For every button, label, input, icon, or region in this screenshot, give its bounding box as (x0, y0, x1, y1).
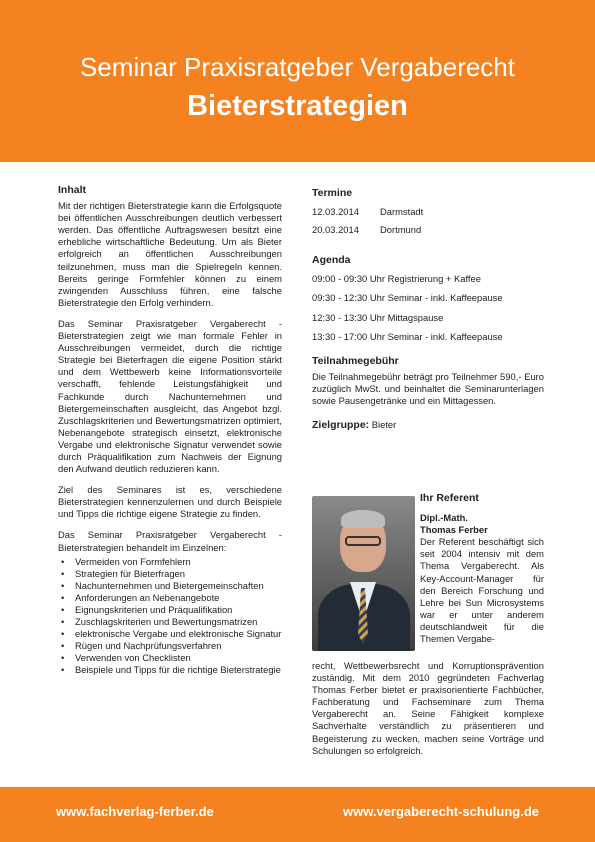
agenda-item: 13:30 - 17:00 Uhr Seminar - inkl. Kaffeepause (312, 330, 503, 342)
zielgruppe-value: Bieter (371, 419, 397, 431)
referent-side (420, 492, 544, 645)
zielgruppe-label: Zielgruppe: (312, 419, 370, 432)
inhalt-paragraph-2: Das Seminar Praxisratgeber Vergaberecht - Bieterstrategien zeigt wie man formale Fehler in Ausschreibungen vermeidet, durch die richtige Strategie bei Bieterfragen die eigene Position stärkt und dem Wettbewerb keine Informationsvorteile verschafft, fehlende Leistungsfähigkeit und Fachkunde durch Nachunternehmen und Bietergemeinschaften ausgleicht, das Angebot bzgl. Zuschlagskriterien und Bewertungsmatrizen optimiert, Nebenangebote strategisch einsetzt, elektronische Vergabe und elektronische Signatur verwendet sowie durch Präqualifikation zum Nachweis der Eignung den Aufwand deutlich reduzieren kann. (58, 317, 282, 475)
inhalt-section (58, 184, 282, 677)
list-item: • Nachunternehmen und Bietergemeinschaften (58, 580, 282, 592)
agenda-heading: Agenda (312, 254, 351, 267)
info-column (312, 187, 544, 431)
termine-city: Darmstadt (380, 206, 424, 218)
topic-list (58, 556, 282, 677)
agenda-item: 09:00 - 09:30 Uhr Registrierung + Kaffee (312, 273, 481, 285)
gebuehr-heading: Teilnahmegebühr (312, 354, 399, 367)
inhalt-paragraph-3: Ziel des Seminares ist es, verschiedene Bieterstrategien kennenzulernen und durch Beispiele und Tipps die richtige eigene Strategie zu finden. (58, 484, 282, 520)
footer-link-right[interactable]: www.vergaberecht-schulung.de (342, 804, 539, 819)
zielgruppe (312, 419, 544, 431)
referent-title: Dipl.-Math. (420, 512, 468, 524)
termine-row (312, 206, 544, 218)
page-title-line2: Bieterstrategien (187, 90, 408, 122)
header-banner (0, 0, 595, 162)
termine-date: 12.03.2014 (312, 206, 359, 218)
footer-banner (0, 787, 595, 842)
termine-heading: Termine (312, 187, 353, 199)
agenda-section (312, 254, 544, 342)
termine-date: 20.03.2014 (312, 224, 359, 236)
termine-city: Dortmund (380, 224, 422, 236)
list-item: • Beispiele und Tipps für die richtige Bieterstrategie (58, 664, 282, 676)
termine-section (312, 187, 544, 236)
list-item: • Verwenden von Checklisten (58, 652, 282, 664)
inhalt-heading: Inhalt (58, 184, 86, 196)
inhalt-paragraph-1: Mit der richtigen Bieterstrategie kann die Erfolgsquote bei öffentlichen Ausschreibungen deutlich verbessert werden. Das öffentliche Auftragswesen besitzt eine erhebliche wirtschaftliche Bedeutung. Um als Bieter erfolgreich an öffentlichen Ausschreibungen teilzunehmen, muss man die Spielregeln kennen. Bereits geringe Formfehler können zu einem zwingenden Ausschluss führen, eine falsche Bieterstrategie den Erfolg verhindern. (58, 200, 282, 308)
list-item: • Vermeiden von Formfehlern (58, 556, 282, 568)
gebuehr-text: Die Teilnahmegebühr beträgt pro Teilnehmer 590,- Euro zuzüglich MwSt. und beinhaltet die Seminarunterlagen sowie Pausengetränke und ein Mittagessen. (312, 370, 544, 407)
referent-text-side: Der Referent beschäftigt sich seit 2004 intensiv mit dem Thema Vergaberecht. Als Key-Account-Manager für den Bereich Forschung und Lehre bei Sun Microsystems war er unter anderem deutschlandweit für die Themen Vergabe- (420, 536, 544, 645)
termine-row (312, 224, 544, 236)
gebuehr-section (312, 355, 544, 407)
inhalt-paragraph-4: Das Seminar Praxisratgeber Vergaberecht - Bieterstrategien behandelt im Einzelnen: (58, 529, 282, 553)
list-item: • Rügen und Nachprüfungsverfahren (58, 640, 282, 652)
agenda-item: 09:30 - 12:30 Uhr Seminar - inkl. Kaffeepause (312, 292, 503, 304)
page-title-line1: Seminar Praxisratgeber Vergaberecht (79, 52, 515, 82)
list-item: • Eignungskriterien und Präqualifikation (58, 604, 282, 616)
referent-photo (312, 496, 415, 651)
list-item: • Strategien für Bieterfragen (58, 568, 282, 580)
footer-link-left[interactable]: www.fachverlag-ferber.de (56, 804, 214, 819)
list-item: • Anforderungen an Nebenangebote (58, 592, 282, 604)
list-item: • elektronische Vergabe und elektronische Signatur (58, 628, 282, 640)
agenda-item: 12:30 - 13:30 Uhr Mittagspause (312, 311, 444, 323)
list-item: • Zuschlagskriterien und Bewertungsmatrizen (58, 616, 282, 628)
referent-heading: Ihr Referent (420, 492, 479, 504)
referent-text-rest: recht, Wettbewerbsrecht und Korruptionsprävention zuständig. Mit dem 2010 gegründeten Fachverlag Thomas Ferber bietet er praxisorientierte Fachbücher, Fachberatung und Fachseminare zum Thema Vergaberecht an. Seine Fähigkeit komplexe Sachverhalte verständlich zu präsentieren und Begeisterung zu wecken, machen seine Vorträge und Schulungen so erfolgreich. (312, 660, 544, 756)
referent-name: Thomas Ferber (420, 524, 488, 536)
